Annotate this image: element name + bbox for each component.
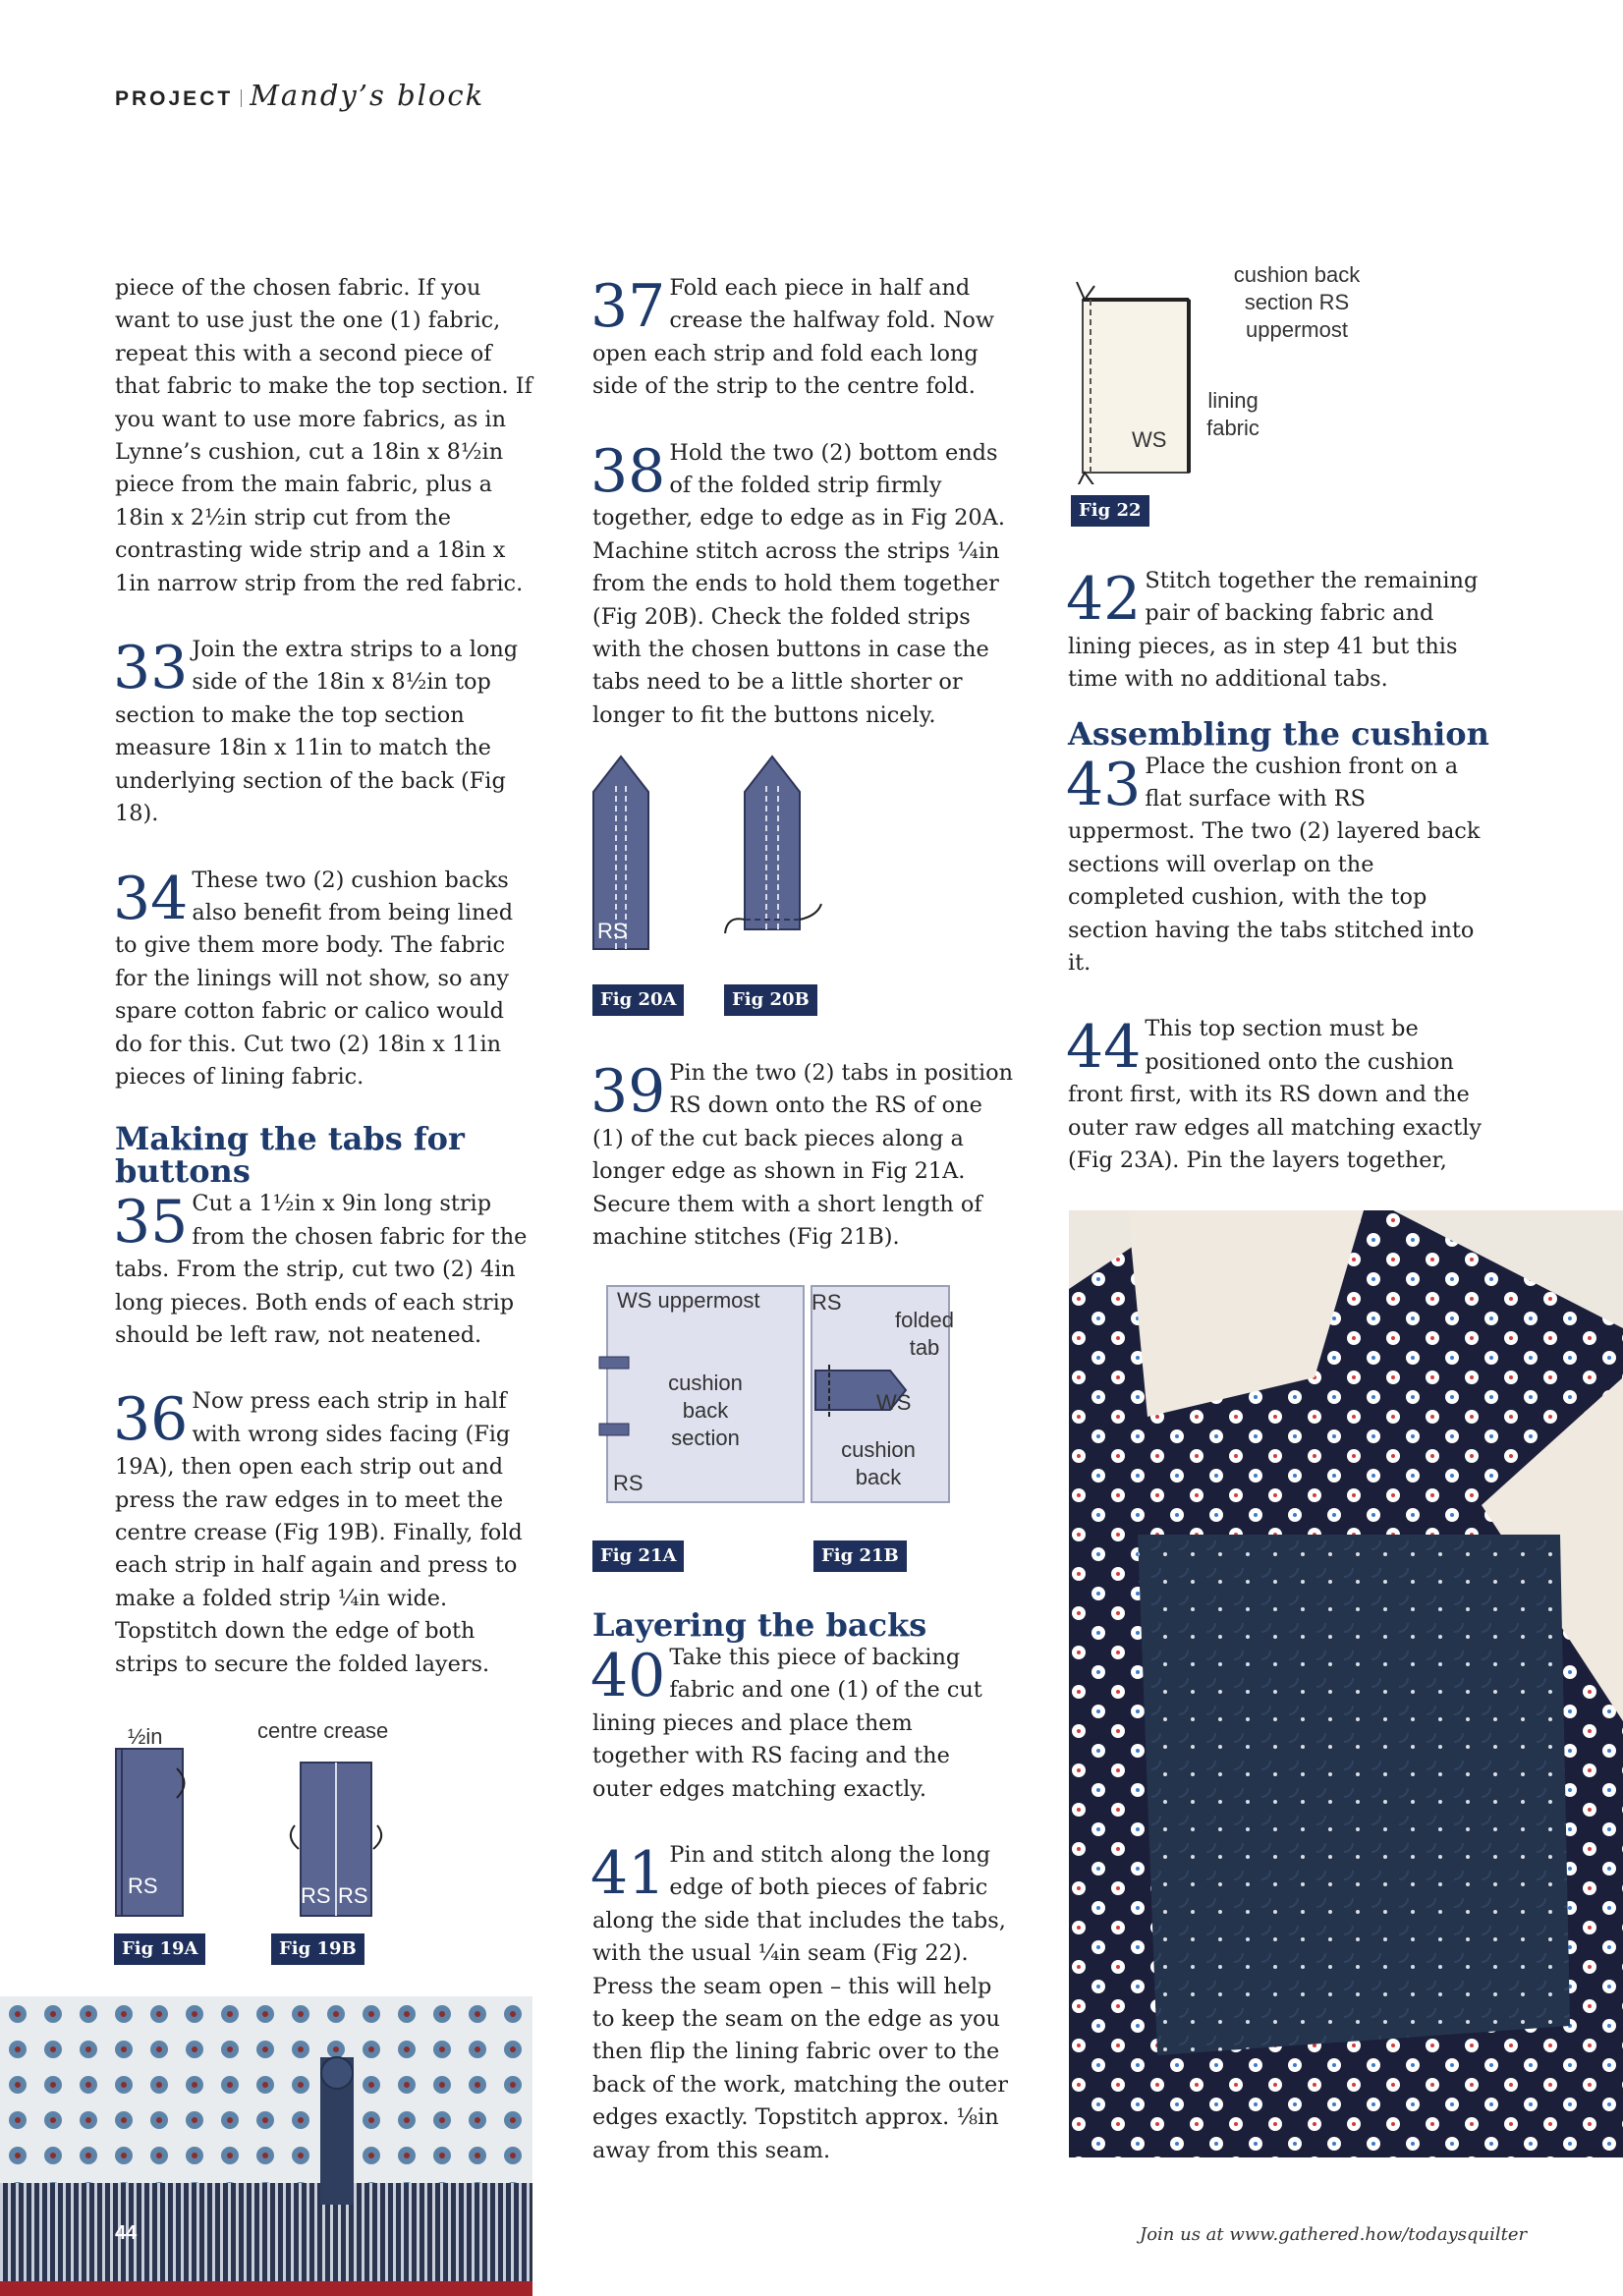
- fig19a-label: Fig 19A: [114, 1933, 205, 1965]
- step-36: [115, 1385, 537, 1681]
- label-rs: RS: [597, 919, 628, 943]
- step-text: Fold each piece in half and crease the halfway fold. Now open each strip and fold each long side of the strip to the centre fold.: [592, 275, 995, 400]
- step-number: 41: [590, 1839, 666, 1909]
- header-title: Mandy’s block: [250, 79, 485, 112]
- fig20b-label: Fig 20B: [724, 984, 817, 1016]
- fig22-thread: [1077, 473, 1094, 484]
- step-40: [592, 1642, 1015, 1806]
- cushion-button: [321, 2057, 353, 2089]
- fig21a-tab: [599, 1357, 629, 1369]
- step-number: 35: [113, 1188, 189, 1258]
- col1-intro: piece of the chosen fabric. If you want to use just the one (1) fabric, repeat this with a second piece of that fabric to make the top section. If you want to use more fabrics, as in Lynne’s cushion, cut a 18in x 8½in piece from the main fabric, plus a 18in x 2½in strip cut from the contrasting wide strip and a 18in x 1in narrow strip from the red fabric.: [115, 275, 532, 596]
- step-text: Pin and stitch along the long edge of both pieces of fabric along the side that includes the tabs, with the usual ¼in seam (Fig 22). Press the seam open – this will help to keep the seam on the edge as you then flip the lining fabric over to the back of the work, matching the outer edges exactly. Topstitch approx. ⅛in away from this seam.: [592, 1842, 1008, 2163]
- step-44: [1068, 1013, 1490, 1177]
- label-rs: RS: [301, 1883, 331, 1908]
- label-lining-fabric: lining fabric: [1206, 388, 1259, 440]
- step-38: [592, 437, 1015, 733]
- step-34: [115, 865, 537, 1094]
- step-text: Join the extra strips to a long side of the 18in x 8½in top section to make the top section measure 18in x 11in to match the underlying section of the back (Fig 18).: [115, 637, 519, 827]
- step-number: 39: [590, 1057, 666, 1126]
- fig19b-arrow-left: [291, 1825, 299, 1849]
- step-text: These two (2) cushion backs also benefit from being lined to give them more body. The fabric for the linings will not show, so any spare cotton fabric or calico would do for this. Cut two (2) 18in x 11in pieces of lining fabric.: [115, 867, 514, 1090]
- label-cushion-back-section: cushion back section: [668, 1371, 743, 1450]
- column-2b: [592, 1057, 1015, 1287]
- step-37: [592, 272, 1015, 404]
- step-text: Cut a 1½in x 9in long strip from the chosen fabric for the tabs. From the strip, cut two (2) 4in long pieces. Both ends of each strip should be left raw, not neatened.: [115, 1191, 528, 1348]
- step-35: [115, 1188, 537, 1352]
- fig22-label: Fig 22: [1071, 495, 1149, 527]
- step-number: 42: [1066, 565, 1142, 634]
- step-33: [115, 634, 537, 830]
- fig20b-thread: [800, 904, 821, 920]
- label-half-in: ½in: [128, 1724, 163, 1749]
- fig21b-label: Fig 21B: [813, 1540, 907, 1572]
- label-rs: RS: [128, 1874, 158, 1898]
- cushion-striped-fabric: [0, 2183, 532, 2281]
- fig19b-arrow-right: [373, 1825, 381, 1849]
- fig21a-label: Fig 21A: [592, 1540, 684, 1572]
- step-text: Place the cushion front on a flat surface with RS uppermost. The two (2) layered back sections will overlap on the completed cushion, with the top section having the tabs stitched into it.: [1068, 753, 1481, 977]
- fig20a-label: Fig 20A: [592, 984, 684, 1016]
- footer-link[interactable]: Join us at www.gathered.how/todaysquilter: [1140, 2224, 1528, 2245]
- label-rs: RS: [338, 1883, 368, 1908]
- fig22-thread: [1077, 282, 1094, 300]
- step-43: [1068, 751, 1490, 980]
- section-heading-assembling: Assembling the cushion: [1068, 714, 1489, 753]
- step-number: 40: [590, 1642, 666, 1710]
- column-3: [1068, 565, 1490, 1211]
- fig21a-tab: [599, 1424, 629, 1435]
- label-ws: WS: [876, 1390, 912, 1415]
- quilt-photo: [1069, 1210, 1623, 2157]
- fig20b-thread: [725, 919, 745, 933]
- label-cushion-back: cushion back: [841, 1437, 916, 1489]
- step-number: 34: [113, 864, 189, 933]
- step-text: Pin the two (2) tabs in position RS down onto the RS of one (1) of the cut back pieces along a longer edge as shown in Fig 21A. Secure them with a short length of machine stitches (Fig 21B).: [592, 1060, 1014, 1251]
- header-section: PROJECT: [115, 87, 234, 110]
- step-number: 44: [1066, 1013, 1142, 1083]
- section-heading-layering: Layering the backs: [592, 1606, 927, 1644]
- label-centre-crease: centre crease: [257, 1718, 389, 1743]
- step-number: 38: [590, 436, 666, 506]
- step-text: Hold the two (2) bottom ends of the folded strip firmly together, edge to edge as in Fig 20A. Machine stitch across the strips ¼in from the ends to hold them together (Fig 20B). Check the folded strips with the chosen buttons in case the tabs need to be a little shorter or longer to fit the buttons nicely.: [592, 439, 1005, 728]
- step-number: 36: [113, 1385, 189, 1455]
- step-number: 37: [590, 272, 666, 341]
- step-text: Now press each strip in half with wrong sides facing (Fig 19A), then open each strip out and press the raw edges in to meet the centre crease (Fig 19B). Finally, fold each strip in half again and press to make a folded strip ¼in wide. Topstitch down the edge of both strips to secure the folded layers.: [115, 1388, 523, 1677]
- fig20b-tab: [745, 756, 800, 929]
- column-2: [592, 272, 1015, 765]
- step-text: This top section must be positioned onto the cushion front first, with its RS down and the outer raw edges all matching exactly (Fig 23A). Pin the layers together,: [1068, 1016, 1483, 1174]
- section-heading-tabs: Making the tabs for buttons: [115, 1120, 465, 1191]
- page-number: 44: [115, 2222, 138, 2244]
- column-2c: [590, 1606, 1015, 2201]
- header-divider: [241, 89, 242, 107]
- step-number: 43: [1066, 750, 1142, 819]
- label-folded-tab: folded tab: [895, 1308, 954, 1360]
- quilt-denim-square: [1138, 1535, 1570, 2055]
- step-number: 33: [113, 634, 189, 703]
- label-rs: RS: [613, 1471, 644, 1495]
- cushion-top-fabric: [0, 1996, 532, 2183]
- column-1: [115, 272, 537, 1714]
- fig19b-label: Fig 19B: [271, 1933, 364, 1965]
- cushion-photo: [0, 1996, 532, 2296]
- label-ws-uppermost: WS uppermost: [617, 1288, 760, 1313]
- label-cushion-back-rs-uppermost: cushion back section RS uppermost: [1233, 262, 1361, 342]
- label-rs: RS: [812, 1290, 842, 1315]
- running-header: [115, 79, 484, 112]
- cushion-red-strip: [0, 2281, 532, 2296]
- step-41: [592, 1839, 1015, 2167]
- step-text: Stitch together the remaining pair of backing fabric and lining pieces, as in step 41 but this time with no additional tabs.: [1068, 568, 1479, 693]
- step-42: [1068, 565, 1490, 697]
- step-text: Take this piece of backing fabric and one (1) of the cut lining pieces and place them together with RS facing and the outer edges matching exactly.: [592, 1645, 982, 1802]
- step-39: [592, 1057, 1015, 1254]
- label-ws: WS: [1132, 427, 1167, 452]
